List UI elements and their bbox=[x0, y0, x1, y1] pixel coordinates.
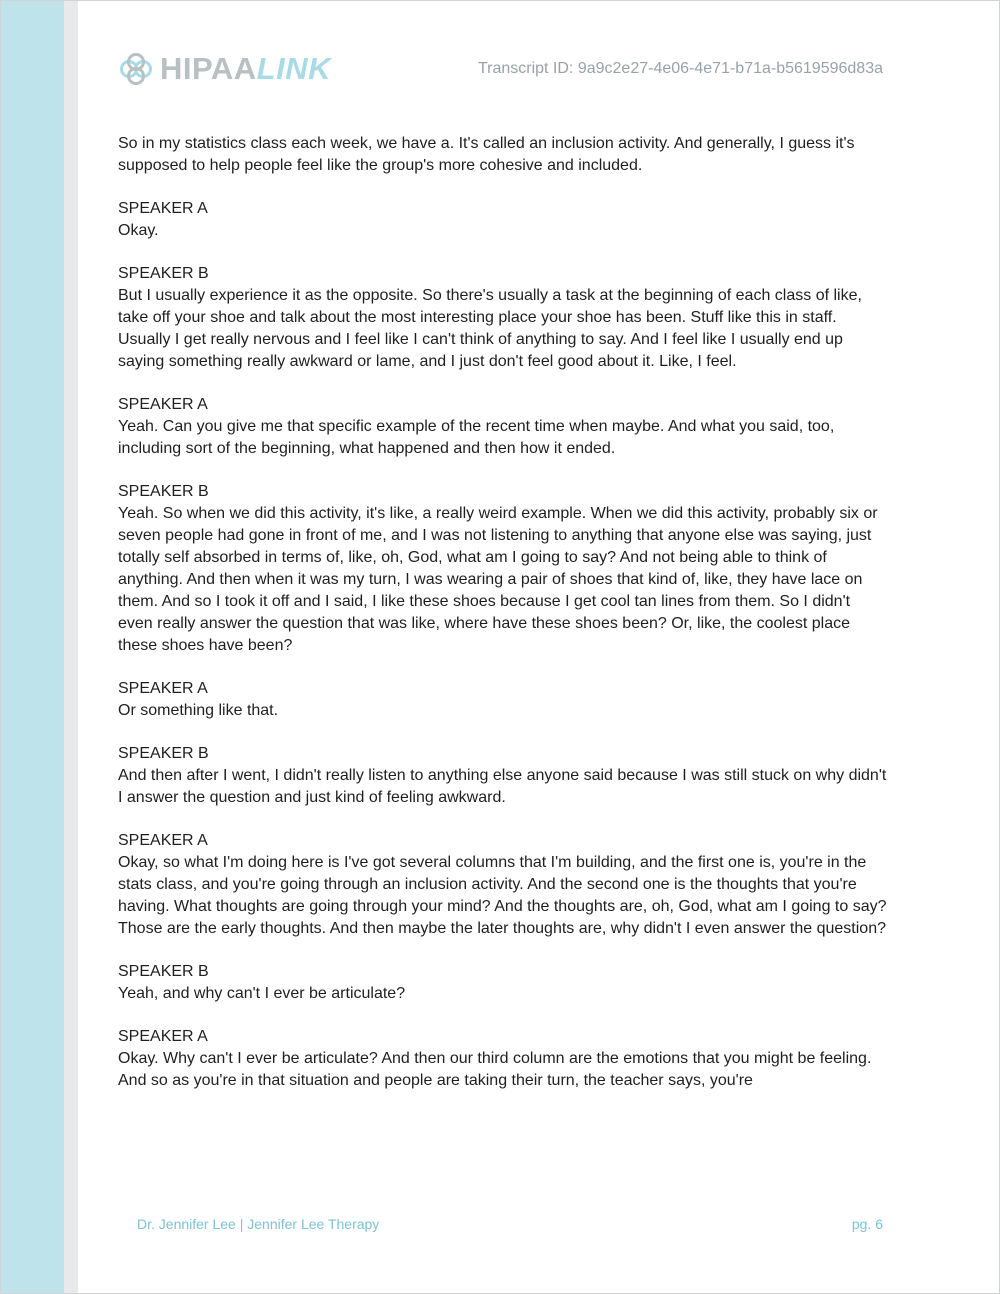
utterance bbox=[118, 263, 888, 373]
transcript-intro bbox=[118, 133, 888, 177]
transcript-id bbox=[478, 60, 883, 78]
footer-author: Dr. Jennifer Lee | Jennifer Lee Therapy bbox=[137, 1216, 380, 1232]
decorative-side-stripe-edge bbox=[64, 1, 78, 1293]
page-number: pg. 6 bbox=[851, 1216, 883, 1232]
logo-text-link: LINK bbox=[256, 51, 331, 86]
speaker-label: SPEAKER A bbox=[118, 680, 208, 697]
transcript-body bbox=[118, 133, 888, 1113]
utterance-text: Yeah, and why can't I ever be articulate? bbox=[118, 985, 406, 1002]
link-chain-icon bbox=[118, 51, 154, 87]
utterance bbox=[118, 830, 888, 940]
utterance-text: Okay. Why can't I ever be articulate? And then our third column are the emotions that you might be feeling. And so as you're in that situation and people are taking their turn, the teacher says, you're bbox=[118, 1050, 872, 1089]
speaker-label: SPEAKER B bbox=[118, 745, 209, 762]
utterance-text: Okay. bbox=[118, 222, 159, 239]
speaker-label: SPEAKER A bbox=[118, 396, 208, 413]
utterance-text: But I usually experience it as the opposite. So there's usually a task at the beginning of each class of like, take off your shoe and talk about the most interesting place your shoe has been. Stuff like this in staff. Usually I get really nervous and I feel like I can't think of anything to say. And I feel like I usually end up saying something really awkward or lame, and I just don't feel good about it. Like, I feel. bbox=[118, 287, 862, 370]
utterance-text: Yeah. Can you give me that specific example of the recent time when maybe. And what you said, too, including sort of the beginning, what happened and then how it ended. bbox=[118, 418, 835, 457]
speaker-label: SPEAKER B bbox=[118, 265, 209, 282]
utterance bbox=[118, 198, 888, 242]
utterance bbox=[118, 1026, 888, 1092]
hipaalink-logo bbox=[118, 50, 331, 88]
utterance bbox=[118, 481, 888, 657]
utterance bbox=[118, 394, 888, 460]
utterance-text: Okay, so what I'm doing here is I've got several columns that I'm building, and the first one is, you're in the stats class, and you're going through an inclusion activity. And the second one is the thoughts that you're having. What thoughts are going through your mind? And the thoughts are, oh, God, what am I going to say? Those are the early thoughts. And then maybe the later thoughts are, why didn't I even answer the question? bbox=[118, 854, 887, 937]
speaker-label: SPEAKER A bbox=[118, 200, 208, 217]
speaker-label: SPEAKER A bbox=[118, 1028, 208, 1045]
utterance bbox=[118, 678, 888, 722]
utterance-text: Or something like that. bbox=[118, 702, 279, 719]
transcript-id-value: 9a9c2e27-4e06-4e71-b71a-b5619596d83a bbox=[577, 60, 883, 77]
transcript-id-label: Transcript ID: bbox=[477, 60, 574, 77]
speaker-label: SPEAKER B bbox=[118, 963, 209, 980]
utterance-text: Yeah. So when we did this activity, it's like, a really weird example. When we did this activity, probably six or seven people had gone in front of me, and I was not listening to anything that anyone else was saying, just totally self absorbed in terms of, like, oh, God, what am I going to say? And not being able to think of anything. And then when it was my turn, I was wearing a pair of shoes that kind of, like, they have lace on them. And so I took it off and I said, I like these shoes because I get cool tan lines from them. So I didn't even really answer the question that was like, where have these shoes been? Or, like, the coolest place these shoes have been? bbox=[118, 505, 878, 654]
utterance-text: And then after I went, I didn't really listen to anything else anyone said because I was still stuck on why didn't I answer the question and just kind of feeling awkward. bbox=[118, 767, 887, 806]
speaker-label: SPEAKER B bbox=[118, 483, 209, 500]
utterance-text: So in my statistics class each week, we have a. It's called an inclusion activity. And generally, I guess it's supposed to help people feel like the group's more cohesive and included. bbox=[118, 135, 855, 174]
logo-text-hipaa: HIPAA bbox=[160, 51, 257, 86]
utterance bbox=[118, 961, 888, 1005]
logo-wordmark bbox=[160, 50, 331, 88]
decorative-side-stripe bbox=[1, 1, 64, 1293]
utterance bbox=[118, 743, 888, 809]
speaker-label: SPEAKER A bbox=[118, 832, 208, 849]
